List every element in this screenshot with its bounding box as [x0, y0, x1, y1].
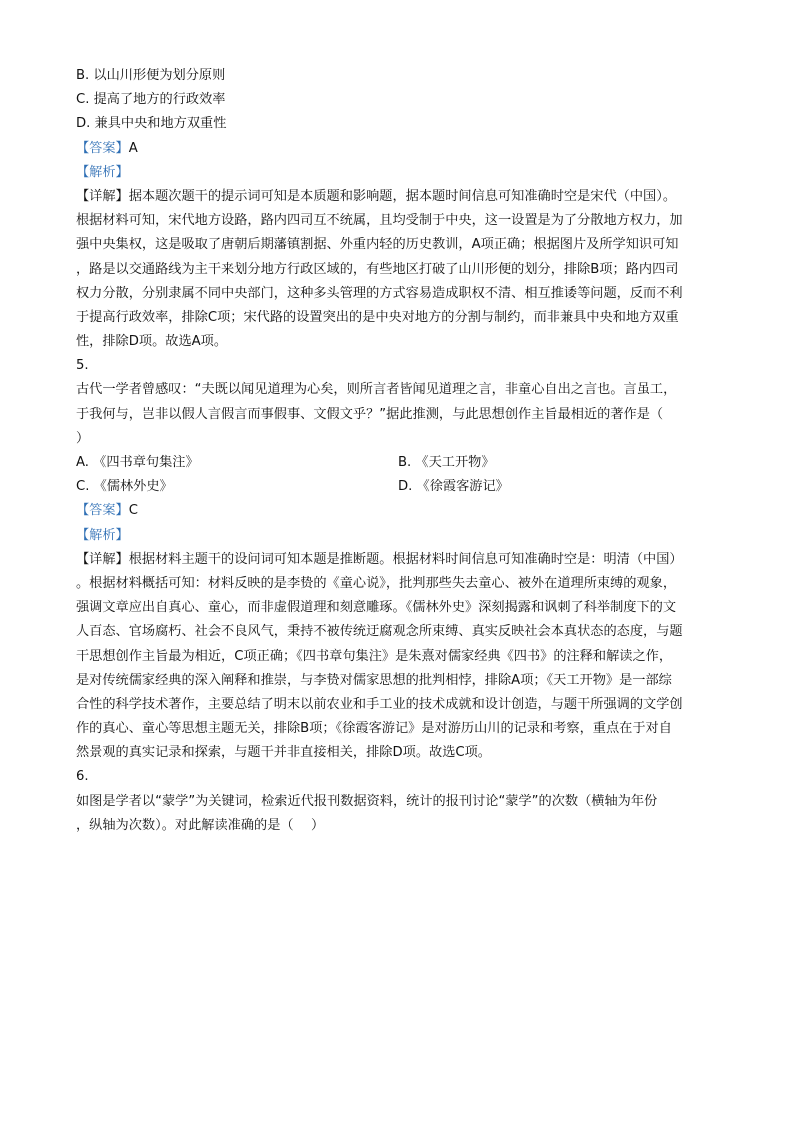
detail-line: 干思想创作主旨最为相近，C项正确；《四书章句集注》是朱熹对儒家经典《四书》的注释和解读之作，	[76, 648, 673, 664]
answer-label: 【答案】	[76, 140, 129, 156]
q5-number: 5.	[76, 358, 89, 374]
q5-answer-line	[76, 499, 721, 523]
q5-stem	[76, 378, 721, 451]
stem-line: 如图是学者以“蒙学”为关键词，检索近代报刊数据资料，统计的报刊讨论“蒙学”的次数（横轴为年份	[76, 793, 658, 809]
stem-line: 古代一学者曾感叹：“夫既以闻见道理为心矣，则所言者皆闻见道理之言，非童心自出之言也。言虽工，	[76, 382, 677, 398]
detail-line: 人百态、官场腐朽、社会不良风气，秉持不被传统迂腐观念所束缚、真实反映社会本真状态的态度，与题	[76, 624, 683, 640]
detail-line: 性，排除D项。故选A项。	[76, 334, 228, 350]
detail-line: 然景观的真实记录和探索，与题干并非直接相关，排除D项。故选C项。	[76, 745, 491, 761]
detail-line: 于提高行政效率，排除C项；宋代路的设置突出的是中央对地方的分割与制约，而非兼具中央和地方双重	[76, 309, 679, 325]
q5-option-c: C. 《儒林外史》	[76, 479, 173, 495]
detail-line: 强调文章应出自真心、童心，而非虚假道理和刻意雕琢。《儒林外史》深刻揭露和讽刺了科举制度下的文	[76, 600, 677, 616]
detail-line: 强中央集权，这是吸取了唐朝后期藩镇割据、外重内轻的历史教训，A项正确；根据图片及所学知识可知	[76, 237, 679, 253]
detail-line: 【详解】根据材料主题干的设问词可知本题是推断题。根据材料时间信息可知准确时空是：明清（中国）	[76, 551, 683, 567]
q5-option-d: D. 《徐霞客游记》	[398, 479, 509, 495]
detail-line: 是对传统儒家经典的深入阐释和推崇，与李贽对儒家思想的批判相悖，排除A项；《天工开物》是一部综	[76, 672, 672, 688]
q5-options-row	[76, 475, 721, 499]
q5-options-row	[76, 451, 721, 475]
q6-stem	[76, 790, 721, 838]
detail-line: 【详解】据本题次题干的提示词可知是本质题和影响题，据本题时间信息可知准确时空是宋代（中国）。	[76, 188, 677, 204]
detail-line: 。根据材料概括可知：材料反映的是李贽的《童心说》，批判那些失去童心、被外在道理所束缚的观象，	[76, 575, 677, 591]
answer-label: 【答案】	[76, 503, 129, 519]
q5-option-b: B. 《天工开物》	[398, 455, 495, 470]
q4-option-d: D. 兼具中央和地方双重性	[76, 116, 227, 132]
q5-detail	[76, 548, 721, 766]
detail-line: 作的真心、童心等思想主题无关，排除B项；《徐霞客游记》是对游历山川的记录和考察，重点在于对自	[76, 721, 672, 737]
detail-line: 合性的科学技术著作，主要总结了明末以前农业和手工业的技术成就和设计创造，与题干所强调的文学创	[76, 696, 683, 712]
q4-detail	[76, 185, 721, 354]
stem-line: 于我何与，岂非以假人言假言而事假事、文假文乎？”据此推测，与此思想创作主旨最相近的著作是（	[76, 406, 664, 422]
document-page	[76, 64, 721, 838]
q4-answer-line	[76, 137, 721, 161]
detail-line: ，路是以交通路线为主干来划分地方行政区域的，有些地区打破了山川形便的划分，排除B项；路内四司	[76, 261, 679, 277]
q4-option-b: B. 以山川形便为划分原则	[76, 68, 226, 83]
stem-line: ，纵轴为次数）。对此解读准确的是（ ）	[76, 817, 325, 833]
q4-option-c: C. 提高了地方的行政效率	[76, 92, 226, 108]
detail-line: 根据材料可知，宋代地方设路，路内四司互不统属，且均受制于中央，这一设置是为了分散地方权力，加	[76, 213, 683, 229]
detail-line: 权力分散，分别隶属不同中央部门，这种多头管理的方式容易造成职权不清、相互推诿等问题，反而不利	[76, 285, 683, 301]
analysis-label: 【解析】	[76, 527, 129, 543]
q5-option-a: A. 《四书章句集注》	[76, 455, 199, 470]
answer-value: C	[128, 503, 138, 519]
answer-value: A	[128, 140, 138, 156]
analysis-label: 【解析】	[76, 164, 129, 180]
stem-line: ）	[76, 430, 90, 446]
q6-number: 6.	[76, 769, 89, 785]
